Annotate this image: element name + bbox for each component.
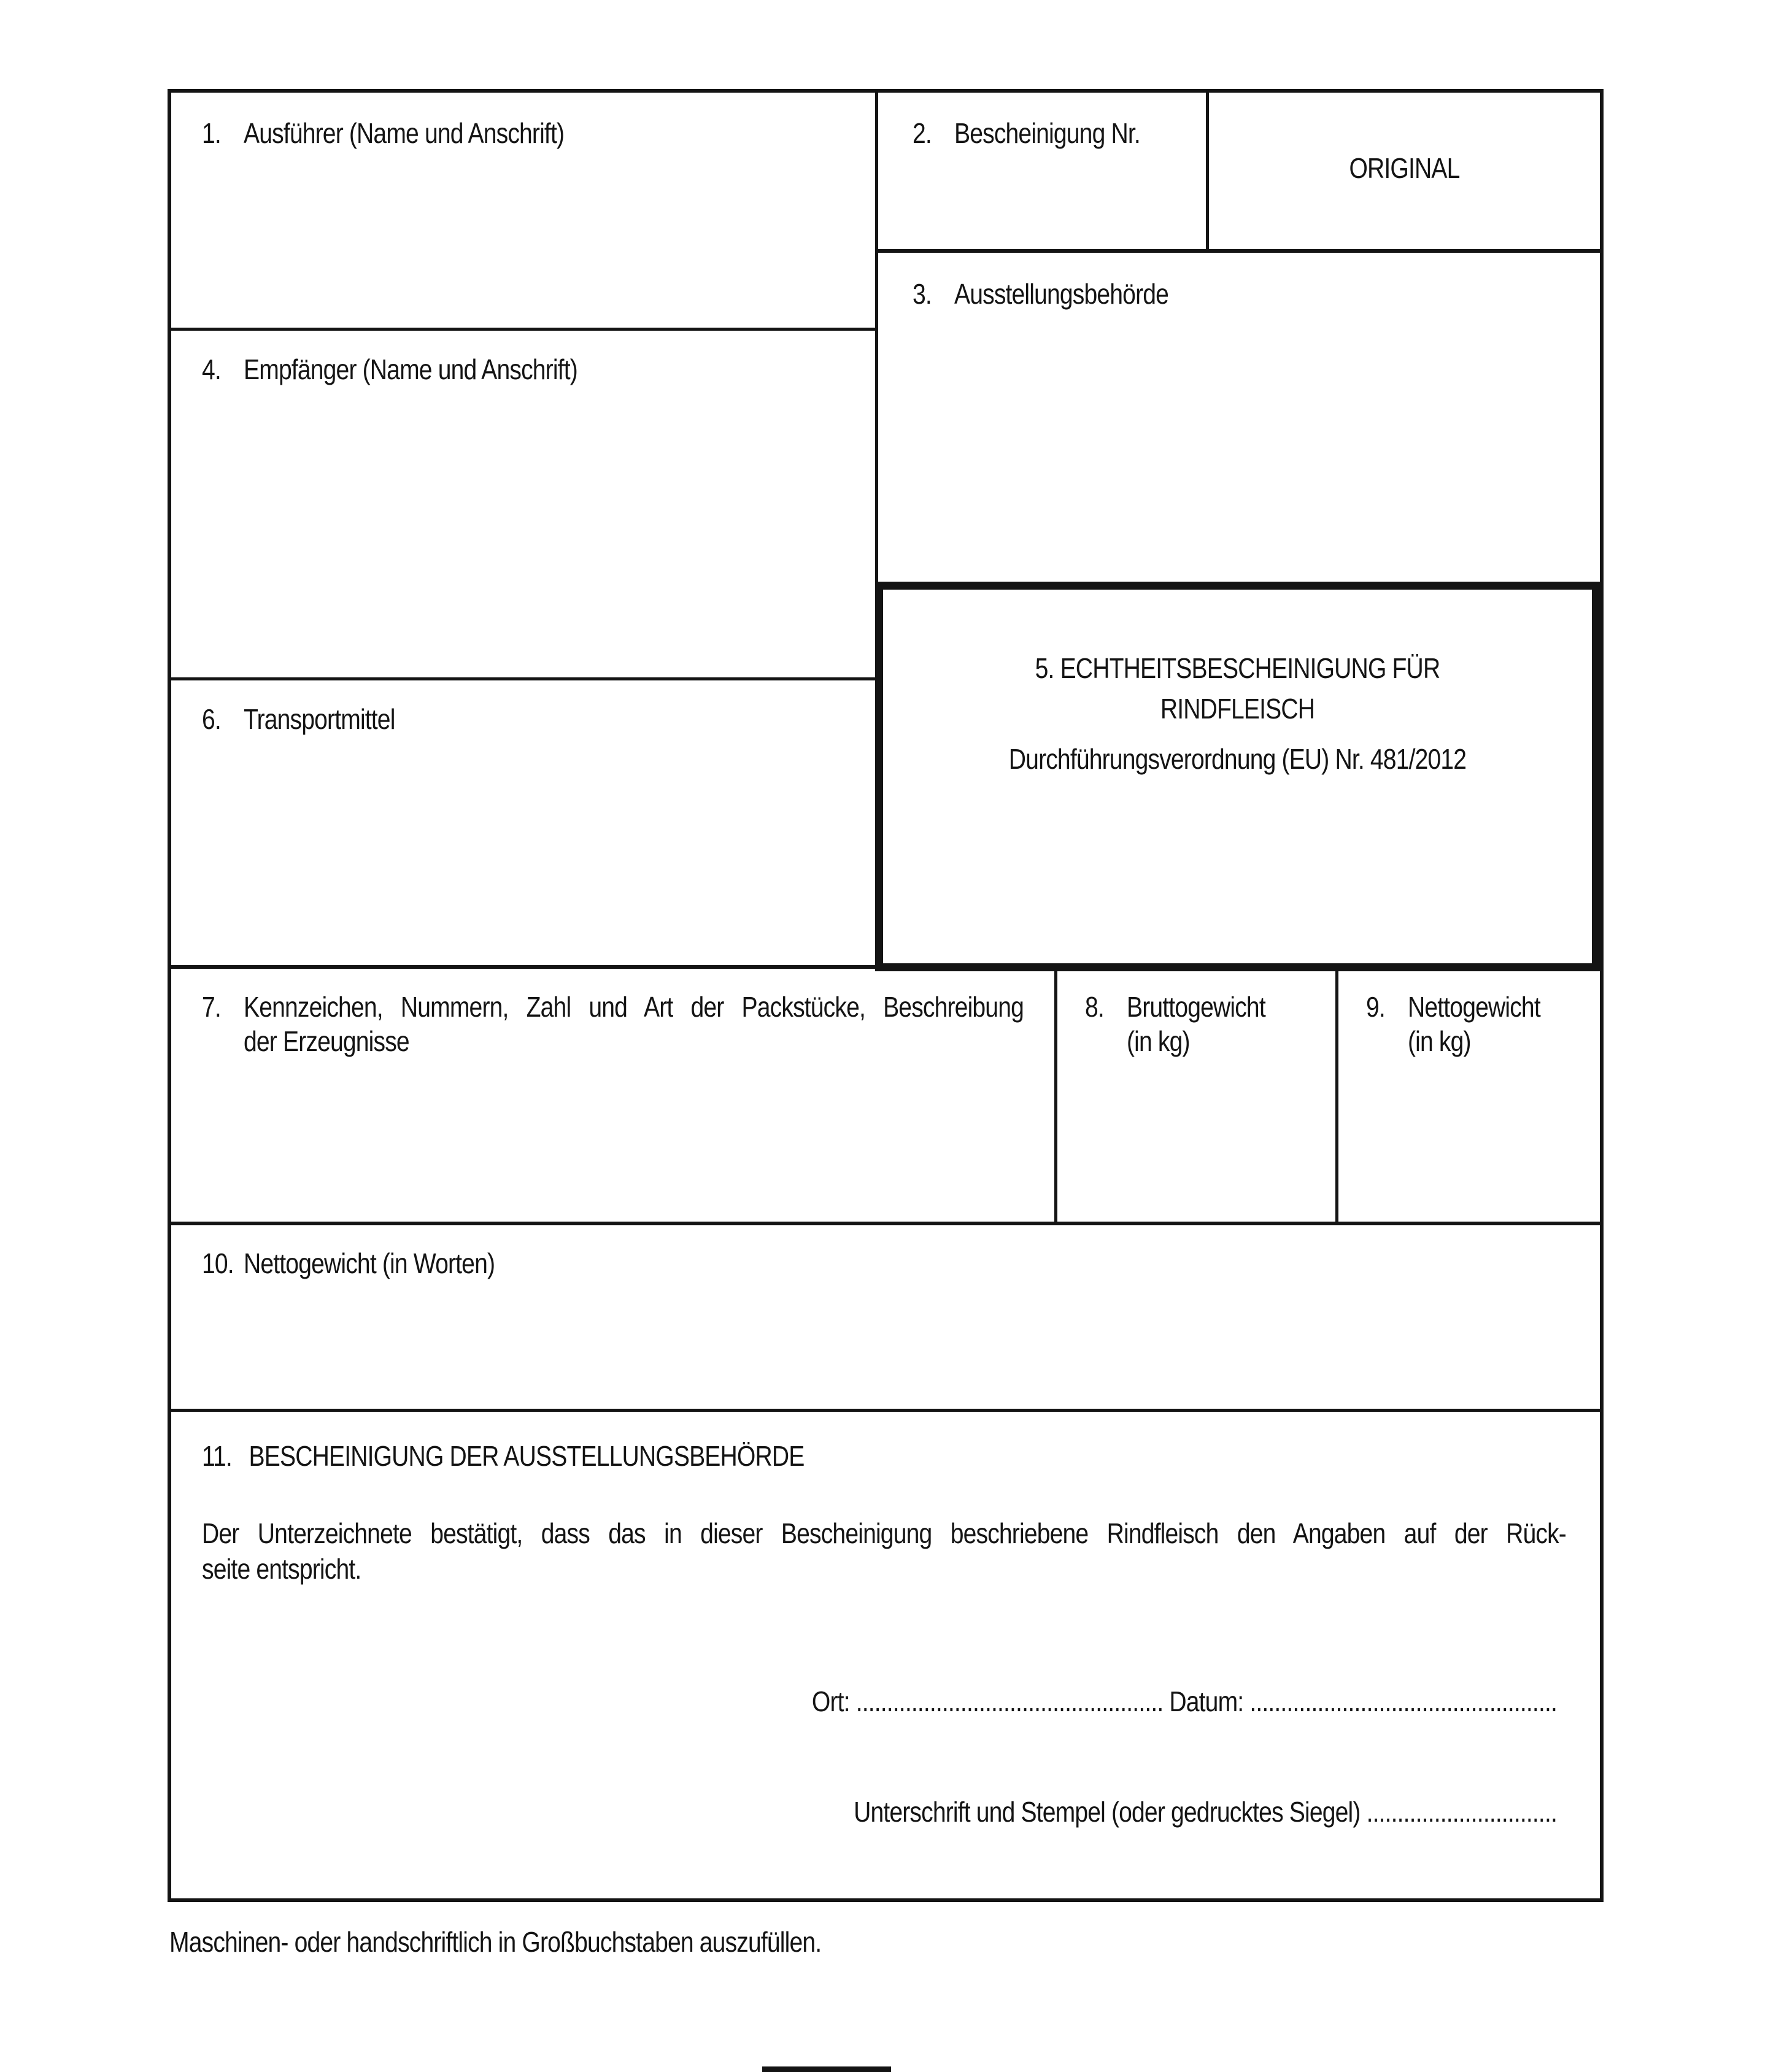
signature-label: Unterschrift und Stempel (oder gedrucktes Siegel) bbox=[854, 1796, 1361, 1828]
box-7-description bbox=[171, 966, 1054, 1222]
box-1-number: 1. bbox=[202, 117, 221, 149]
box-6-label: Transportmittel bbox=[244, 703, 395, 735]
box-2-number: 2. bbox=[913, 117, 932, 149]
box-original bbox=[1209, 93, 1600, 249]
box-11-statement-line-1: Der Unterzeichnete bestätigt, dass das in dieser Bescheinigung beschriebene Rindfleisch den Angaben auf der Rück- bbox=[202, 1517, 1566, 1549]
original-label: ORIGINAL bbox=[1349, 152, 1460, 184]
box-5-title-line-2: RINDFLEISCH bbox=[1160, 693, 1315, 725]
footnote-text: Maschinen- oder handschriftlich in Großbuchstaben auszufüllen. bbox=[169, 1926, 822, 1958]
box-5-authenticity-title bbox=[875, 582, 1600, 971]
box-8-gross-weight bbox=[1057, 966, 1335, 1222]
box-9-number: 9. bbox=[1366, 991, 1385, 1023]
place-dotted-line: .................................................. bbox=[855, 1685, 1164, 1717]
box-9-net-weight bbox=[1338, 966, 1600, 1222]
box-7-number: 7. bbox=[202, 991, 221, 1023]
box-7-label-line-1: Kennzeichen, Nummern, Zahl und Art der Packstücke, Beschreibung bbox=[244, 991, 1024, 1023]
box-5-regulation: Durchführungsverordnung (EU) Nr. 481/2012 bbox=[1008, 743, 1467, 775]
box-3-label: Ausstellungsbehörde bbox=[954, 278, 1169, 310]
box-11-number: 11. bbox=[202, 1440, 232, 1472]
box-10-label: Nettogewicht (in Worten) bbox=[244, 1247, 495, 1279]
place-date-line bbox=[205, 1684, 1557, 1719]
box-8-label-line-1: Bruttogewicht bbox=[1127, 991, 1265, 1023]
box-4-number: 4. bbox=[202, 353, 221, 385]
box-4-label: Empfänger (Name und Anschrift) bbox=[244, 353, 577, 385]
box-11-certification bbox=[171, 1410, 1600, 1898]
signature-line bbox=[205, 1795, 1557, 1829]
certificate-form bbox=[168, 89, 1604, 1902]
box-3-number: 3. bbox=[913, 278, 932, 310]
box-6-transport bbox=[171, 679, 875, 965]
box-4-consignee bbox=[171, 329, 875, 677]
date-dotted-line: .................................................. bbox=[1249, 1685, 1557, 1717]
box-10-number: 10. bbox=[202, 1247, 234, 1279]
box-2-label: Bescheinigung Nr. bbox=[954, 117, 1140, 149]
box-1-label: Ausführer (Name und Anschrift) bbox=[244, 117, 565, 149]
box-2-certificate-number bbox=[878, 93, 1206, 249]
signature-dotted-line: ............................... bbox=[1366, 1796, 1557, 1828]
box-5-title-line-1: 5. ECHTHEITSBESCHEINIGUNG FÜR bbox=[1035, 652, 1440, 684]
box-7-label-line-2: der Erzeugnisse bbox=[244, 1025, 409, 1057]
box-11-label: BESCHEINIGUNG DER AUSSTELLUNGSBEHÖRDE bbox=[249, 1440, 805, 1472]
footnote bbox=[169, 1925, 1213, 1959]
box-10-net-weight-words bbox=[171, 1223, 1600, 1409]
box-9-label-line-1: Nettogewicht bbox=[1408, 991, 1540, 1023]
box-6-number: 6. bbox=[202, 703, 221, 735]
box-3-issuing-authority bbox=[878, 252, 1600, 582]
box-8-number: 8. bbox=[1085, 991, 1104, 1023]
box-9-label-line-2: (in kg) bbox=[1408, 1025, 1471, 1057]
date-label: Datum: bbox=[1169, 1685, 1244, 1717]
box-8-label-line-2: (in kg) bbox=[1127, 1025, 1190, 1057]
place-label: Ort: bbox=[811, 1685, 850, 1717]
page-bottom-black-mark bbox=[762, 2066, 891, 2072]
box-1-exporter bbox=[171, 93, 875, 328]
box-11-statement-line-2: seite entspricht. bbox=[202, 1553, 361, 1585]
